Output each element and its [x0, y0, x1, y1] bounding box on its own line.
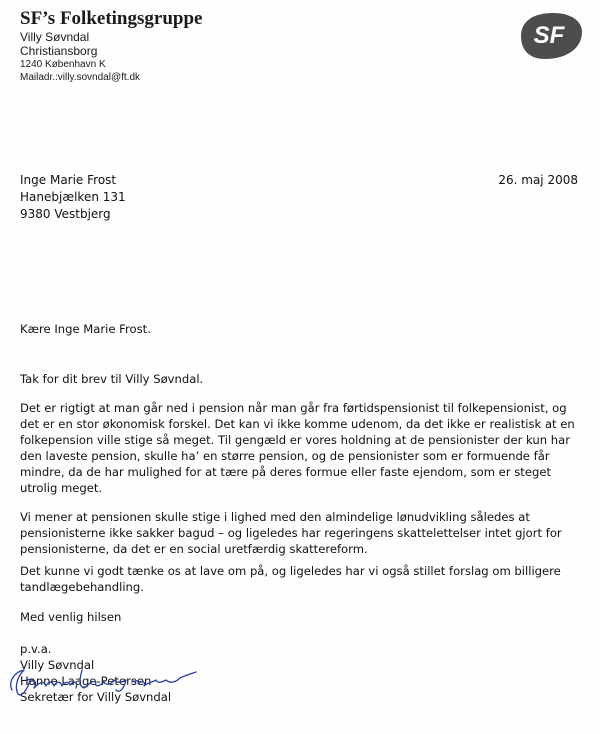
recipient-street: Hanebjælken 131	[20, 190, 126, 204]
recipient-city: 9380 Vestbjerg	[20, 207, 111, 221]
sf-logo-text: SF	[533, 22, 565, 49]
signer-name: Hanne Laage-Petersen	[20, 674, 152, 688]
pva-line: p.v.a.	[20, 642, 52, 656]
recipient-name: Inge Marie Frost	[20, 173, 117, 187]
recipient-address	[20, 172, 126, 223]
letter-date: 26. maj 2008	[498, 173, 578, 187]
letterhead	[20, 8, 202, 84]
greeting: Kære Inge Marie Frost.	[20, 322, 151, 336]
signer-title: Sekretær for Villy Søvndal	[20, 690, 172, 704]
letterhead-building: Christiansborg	[20, 44, 98, 58]
handwritten-signature	[4, 660, 204, 702]
letterhead-email: Mailadr.:villy.sovndal@ft.dk	[20, 72, 141, 83]
paragraph-proposals: Det kunne vi godt tænke os at lave om på, og ligeledes har vi også stillet forslag om billigere tandlægebehandling.	[20, 564, 561, 594]
paragraph-position: Vi mener at pensionen skulle stige i lighed med den almindelige lønudvikling således at pensionisterne ikke sakker bagud – og ligeledes har regeringens skattelettelser intet gjort for pensionisterne, da det er en social uretfærdig skattereform.	[20, 510, 562, 556]
letterhead-postal-address: 1240 København K	[20, 59, 106, 70]
org-name: SF’s Folketingsgruppe	[20, 8, 203, 29]
closing: Med venlig hilsen	[20, 610, 122, 624]
principal-name: Villy Søvndal	[20, 658, 95, 672]
paragraph-thanks: Tak for dit brev til Villy Søvndal.	[20, 372, 204, 386]
letterhead-contact-name: Villy Søvndal	[20, 30, 90, 44]
sf-logo	[515, 10, 585, 62]
paragraph-pension-explanation: Det er rigtigt at man går ned i pension når man går fra førtidspensionist til folkepensionist, og det er en stor økonomisk forskel. Det kan vi ikke komme udenom, da det ikke er realistisk at en folkepension ville stige så meget. Til gengæld er vores holdning at de pensionister der kun har den laveste pension, skulle ha’ en større pension, og de pensionister som er formuende får mindre, da de har mulighed for at tære på deres formue eller faste ejendom, som er steget utrolig meget.	[20, 401, 575, 495]
